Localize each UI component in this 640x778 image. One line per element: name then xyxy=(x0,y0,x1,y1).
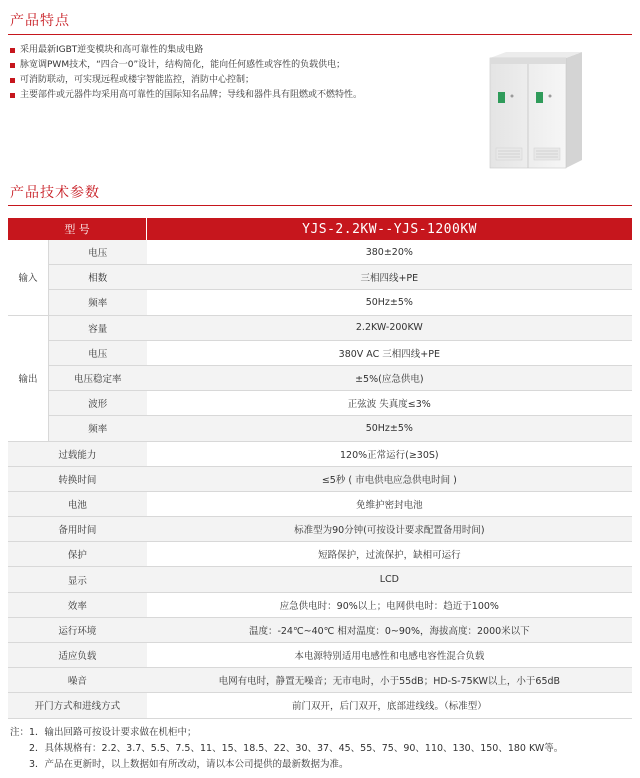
table-row xyxy=(8,617,632,642)
param-name: 频率 xyxy=(48,290,146,315)
table-row xyxy=(8,340,632,365)
note-line: 2．具体规格有：2.2、3.7、5.5、7.5、11、15、18.5、22、30、37、45、55、75、90、110、130、150、180 KW等。 xyxy=(10,743,564,754)
table-row xyxy=(8,592,632,617)
table-row xyxy=(8,643,632,668)
param-name: 运行环境 xyxy=(8,617,147,642)
param-value: 380±20% xyxy=(147,240,632,265)
param-name: 容量 xyxy=(48,315,146,340)
param-value: 前门双开，后门双开，底部进线线。（标准型） xyxy=(147,693,632,718)
feature-text: 可消防联动，可实现远程或楼宇智能监控，消防中心控制； xyxy=(20,75,255,85)
spec-title: 产品技术参数 xyxy=(10,185,100,201)
feature-item xyxy=(10,88,470,103)
features-title: 产品特点 xyxy=(10,13,70,29)
table-row xyxy=(8,517,632,542)
param-name: 相数 xyxy=(48,265,146,290)
product-cabinet-image xyxy=(486,52,590,170)
square-bullet-icon xyxy=(10,78,15,83)
param-name: 电池 xyxy=(8,491,147,516)
param-name: 电压 xyxy=(48,340,146,365)
param-name: 显示 xyxy=(8,567,147,592)
header-model-label: 型 号 xyxy=(8,218,147,240)
table-row xyxy=(8,290,632,315)
param-name: 保护 xyxy=(8,542,147,567)
square-bullet-icon xyxy=(10,48,15,53)
param-name: 过载能力 xyxy=(8,441,147,466)
table-row xyxy=(8,391,632,416)
param-value: ≤5秒 ( 市电供电应急供电时间 ) xyxy=(147,466,632,491)
notes xyxy=(10,725,563,773)
param-value: 380V AC 三相四线+PE xyxy=(147,340,632,365)
param-name: 波形 xyxy=(48,391,146,416)
param-value: 2.2KW-200KW xyxy=(147,315,632,340)
param-value: 50Hz±5% xyxy=(147,290,632,315)
param-value: 50Hz±5% xyxy=(147,416,632,441)
square-bullet-icon xyxy=(10,93,15,98)
param-value: 电网有电时，静置无噪音；无市电时，小于55dB；HD-S-75KW以上，小于65dB xyxy=(147,668,632,693)
param-value: 本电源特别适用电感性和电感电容性混合负载 xyxy=(147,643,632,668)
table-header-row xyxy=(8,218,632,240)
param-value: ±5%(应急供电) xyxy=(147,365,632,390)
table-row xyxy=(8,240,632,265)
feature-text: 脉宽调PWM技术，“四合一0”设计，结构简化，能向任何感性或容性的负载供电； xyxy=(20,60,346,70)
table-row xyxy=(8,466,632,491)
param-name: 备用时间 xyxy=(8,517,147,542)
table-row xyxy=(8,668,632,693)
param-value: LCD xyxy=(147,567,632,592)
square-bullet-icon xyxy=(10,63,15,68)
param-value: 三相四线+PE xyxy=(147,265,632,290)
table-row xyxy=(8,693,632,718)
param-name: 效率 xyxy=(8,592,147,617)
table-row xyxy=(8,365,632,390)
output-group-label: 输出 xyxy=(8,315,48,441)
param-value: 标准型为90分钟(可按设计要求配置备用时间) xyxy=(147,517,632,542)
table-row xyxy=(8,265,632,290)
table-row xyxy=(8,542,632,567)
input-group-label: 输入 xyxy=(8,240,48,315)
param-name: 电压 xyxy=(48,240,146,265)
note-line: 3．产品在更新时，以上数据如有所改动，请以本公司提供的最新数据为准。 xyxy=(10,759,349,770)
feature-item xyxy=(10,58,470,73)
param-value: 应急供电时：90%以上；电网供电时：趋近于100% xyxy=(147,592,632,617)
table-row xyxy=(8,315,632,340)
table-row xyxy=(8,567,632,592)
param-value: 免维护密封电池 xyxy=(147,491,632,516)
table-row xyxy=(8,441,632,466)
param-value: 正弦波 失真度≤3% xyxy=(147,391,632,416)
param-name: 频率 xyxy=(48,416,146,441)
param-name: 电压稳定率 xyxy=(48,365,146,390)
feature-text: 主要部件或元器件均采用高可靠性的国际知名品牌；导线和器件具有阻燃或不燃特性。 xyxy=(20,90,363,100)
header-model-value: YJS-2.2KW--YJS-1200KW xyxy=(147,218,632,240)
table-row xyxy=(8,491,632,516)
feature-item xyxy=(10,43,470,58)
note-line: 注：1．输出回路可按设计要求做在机柜中； xyxy=(10,727,197,738)
param-name: 噪音 xyxy=(8,668,147,693)
param-value: 120%正常运行(≥30S) xyxy=(147,441,632,466)
feature-item xyxy=(10,73,470,88)
param-name: 转换时间 xyxy=(8,466,147,491)
table-row xyxy=(8,416,632,441)
feature-text: 采用最新IGBT逆变模块和高可靠性的集成电路 xyxy=(20,45,204,55)
param-name: 适应负载 xyxy=(8,643,147,668)
features-list xyxy=(10,43,470,103)
features-title-divider xyxy=(8,34,632,35)
param-value: 温度：-24℃~40℃ 相对温度：0~90%，海拔高度：2000米以下 xyxy=(147,617,632,642)
spec-title-divider xyxy=(8,205,632,206)
param-value: 短路保护，过流保护，缺相可运行 xyxy=(147,542,632,567)
param-name: 开门方式和进线方式 xyxy=(8,693,147,718)
spec-table xyxy=(8,218,632,719)
